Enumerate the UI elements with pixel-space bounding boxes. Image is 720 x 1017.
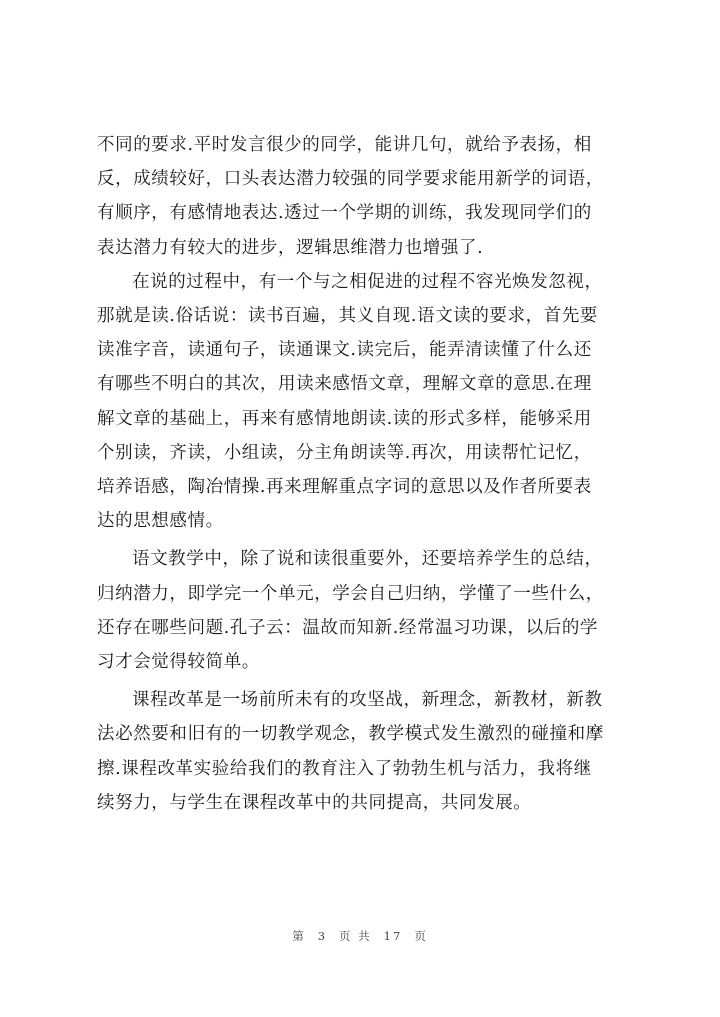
text-line: 习才会觉得较简单。 xyxy=(97,652,260,673)
footer-prefix: 第 xyxy=(292,929,306,943)
footer-suffix: 页 xyxy=(414,929,428,943)
document-body xyxy=(97,128,642,820)
text-line: 不同的要求.平时发言很少的同学，能讲几句，就给予表扬，相 xyxy=(97,135,592,155)
text-line: 那就是读.俗话说：读书百遍，其义自现.语文读的要求，首先要 xyxy=(97,306,599,327)
text-line: 解文章的基础上，再来有感情地朗读.读的形式多样，能够采用 xyxy=(97,408,592,429)
text-line: 个别读，齐读，小组读，分主角朗读等.再次，用读帮忙记忆， xyxy=(97,442,592,463)
paragraph-1 xyxy=(97,128,642,265)
text-line: 归纳潜力，即学完一个单元，学会自己归纳，学懂了一些什么， xyxy=(97,583,604,604)
text-line: 培养语感，陶冶情操.再来理解重点字词的意思以及作者所要表 xyxy=(97,477,592,498)
footer-current-page: 3 xyxy=(317,929,328,943)
paragraph-3 xyxy=(97,542,642,679)
paragraph-4 xyxy=(97,683,642,820)
page-number-footer xyxy=(0,928,720,944)
text-line: 有顺序，有感情地表达.透过一个学期的训练，我发现同学们的 xyxy=(97,203,592,224)
text-line: 反，成绩较好，口头表达潜力较强的同学要求能用新学的词语， xyxy=(97,169,604,190)
footer-mid: 页 共 xyxy=(339,929,372,943)
text-line: 读准字音，读通句子，读通课文.读完后，能弄清读懂了什么还 xyxy=(97,340,592,361)
text-line: 达的思想感情。 xyxy=(97,511,224,532)
text-line: 还存在哪些问题.孔子云：温故而知新.经常温习功课，以后的学 xyxy=(97,617,599,638)
text-line: 表达潜力有较大的进步，逻辑思维潜力也增强了. xyxy=(97,237,484,258)
footer-total-pages: 17 xyxy=(383,929,403,943)
paragraph-2 xyxy=(97,265,642,539)
text-line: 擦.课程改革实验给我们的教育注入了勃勃生机与活力，我将继 xyxy=(97,758,592,779)
text-line: 在说的过程中，有一个与之相促进的过程不容光焕发忽视， xyxy=(132,271,603,292)
text-line: 课程改革是一场前所未有的攻坚战，新理念，新教材，新教 xyxy=(132,690,603,711)
text-line: 有哪些不明白的其次，用读来感悟文章，理解文章的意思.在理 xyxy=(97,374,592,395)
text-line: 法必然要和旧有的一切教学观念，教学模式发生激烈的碰撞和摩 xyxy=(97,724,604,745)
text-line: 语文教学中，除了说和读很重要外，还要培养学生的总结， xyxy=(132,549,603,570)
text-line: 续努力，与学生在课程改革中的共同提高，共同发展。 xyxy=(97,792,532,813)
